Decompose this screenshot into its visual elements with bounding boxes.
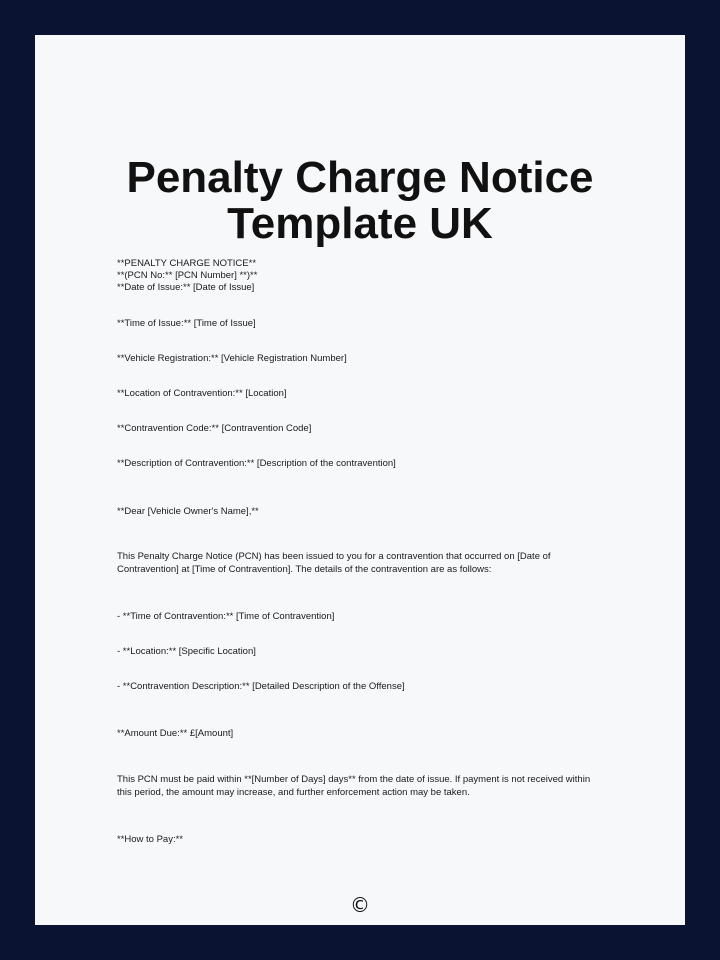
detail-time-item: - **Time of Contravention:** [Time of Contravention] <box>117 611 335 622</box>
intro-paragraph: This Penalty Charge Notice (PCN) has been issued to you for a contravention that occurred on [Date of Contravention] at [Time of Contravention]. The details of the contravention are as follows: <box>117 551 551 575</box>
contravention-code-line: **Contravention Code:** [Contravention Code] <box>117 423 312 434</box>
detail-location-item: - **Location:** [Specific Location] <box>117 646 256 657</box>
title-line-2: Template UK <box>227 199 493 248</box>
vehicle-registration-line: **Vehicle Registration:** [Vehicle Registration Number] <box>117 353 347 364</box>
location-line: **Location of Contravention:** [Location] <box>117 388 287 399</box>
salutation: **Dear [Vehicle Owner's Name],** <box>117 506 259 517</box>
copyright-icon: © <box>350 893 370 917</box>
payment-paragraph: This PCN must be paid within **[Number of Days] days** from the date of issue. If payment is not received within this period, the amount may increase, and further enforcement action may be taken. <box>117 774 591 798</box>
detail-description-item: - **Contravention Description:** [Detailed Description of the Offense] <box>117 681 405 692</box>
document-page <box>35 35 685 925</box>
title-line-1: Penalty Charge Notice <box>126 153 594 202</box>
amount-due-line: **Amount Due:** £[Amount] <box>117 728 234 739</box>
time-of-issue-line: **Time of Issue:** [Time of Issue] <box>117 318 256 329</box>
date-of-issue-line: **Date of Issue:** [Date of Issue] <box>117 282 255 293</box>
document-title <box>35 155 685 247</box>
contravention-description-line: **Description of Contravention:** [Description of the contravention] <box>117 458 396 469</box>
notice-heading: **PENALTY CHARGE NOTICE** <box>117 258 257 269</box>
pcn-number-line: **(PCN No:** [PCN Number] **)** <box>117 270 258 281</box>
how-to-pay-heading: **How to Pay:** <box>117 834 184 845</box>
